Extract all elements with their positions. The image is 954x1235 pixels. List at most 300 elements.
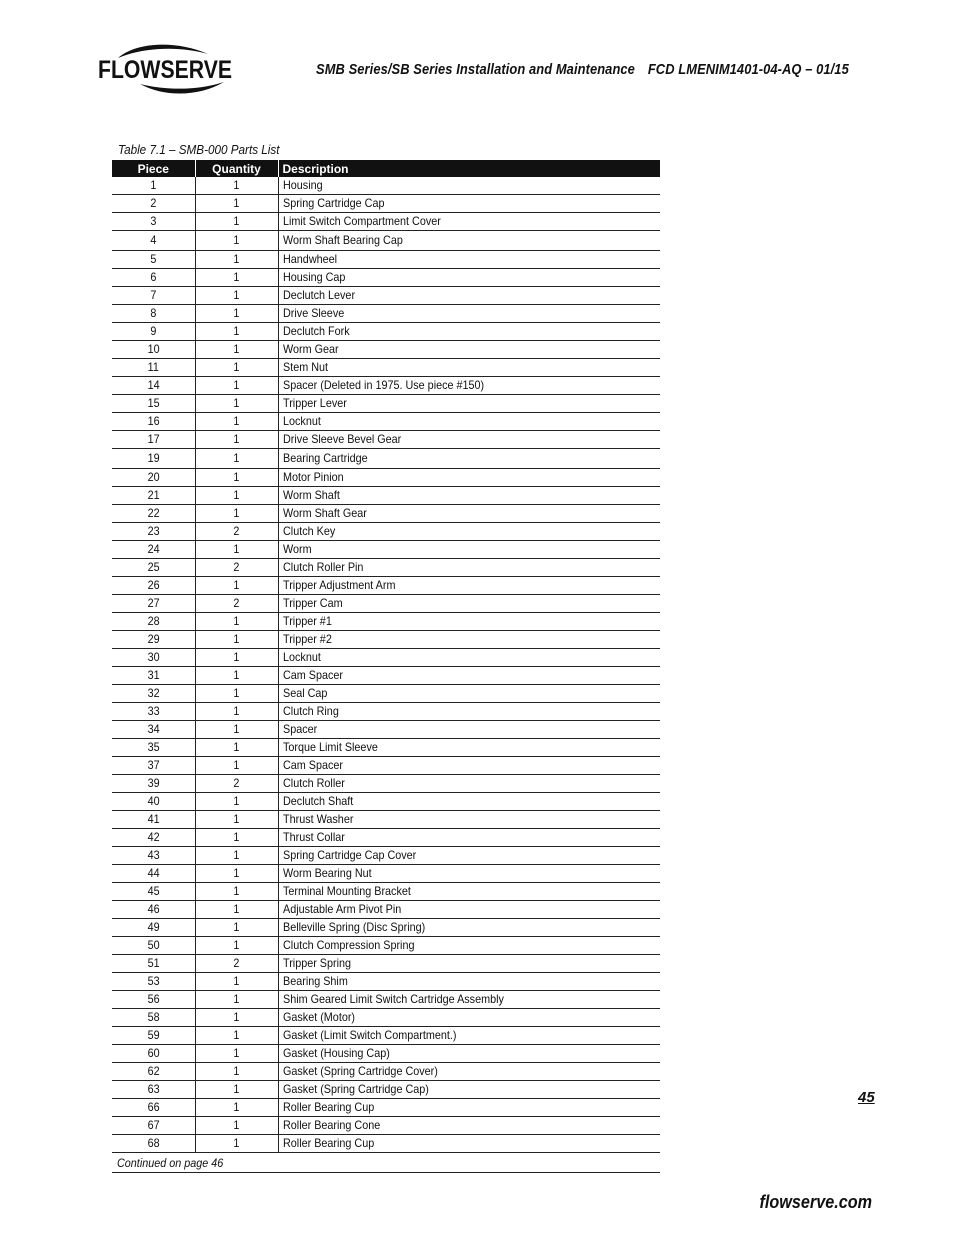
description-cell <box>278 703 660 721</box>
description-cell-text: Tripper #2 <box>282 632 332 646</box>
table-row <box>112 775 660 793</box>
description-cell-text: Declutch Shaft <box>282 794 353 808</box>
piece-cell-text: 49 <box>147 920 160 934</box>
description-cell-text: Worm Shaft Bearing Cap <box>282 233 403 247</box>
table-row <box>112 721 660 739</box>
piece-cell <box>112 721 195 739</box>
quantity-cell-text: 1 <box>233 378 240 392</box>
piece-cell-text: 39 <box>147 776 160 790</box>
table-row <box>112 251 660 269</box>
quantity-cell <box>195 213 278 231</box>
quantity-cell <box>195 413 278 431</box>
description-cell <box>278 1099 660 1117</box>
piece-cell <box>112 1135 195 1153</box>
description-cell <box>278 487 660 505</box>
piece-cell <box>112 413 195 431</box>
description-cell <box>278 883 660 901</box>
quantity-cell <box>195 847 278 865</box>
quantity-cell <box>195 449 278 469</box>
table-row <box>112 1099 660 1117</box>
description-cell <box>278 937 660 955</box>
description-cell <box>278 231 660 251</box>
quantity-cell <box>195 667 278 685</box>
piece-cell <box>112 1027 195 1045</box>
description-cell-text: Worm Shaft <box>282 488 340 502</box>
piece-cell <box>112 577 195 595</box>
quantity-cell-text: 1 <box>233 848 240 862</box>
piece-cell <box>112 937 195 955</box>
quantity-cell-text: 1 <box>233 432 240 446</box>
description-cell <box>278 991 660 1009</box>
table-row <box>112 469 660 487</box>
table-row <box>112 305 660 323</box>
piece-cell-text: 30 <box>147 650 160 664</box>
piece-cell <box>112 631 195 649</box>
quantity-cell-text: 2 <box>233 524 240 538</box>
piece-cell-text: 66 <box>147 1100 160 1114</box>
piece-cell-text: 29 <box>147 632 160 646</box>
quantity-cell <box>195 487 278 505</box>
description-cell-text: Limit Switch Compartment Cover <box>282 214 441 228</box>
description-cell-text: Gasket (Housing Cap) <box>282 1046 390 1060</box>
description-cell-text: Gasket (Spring Cartridge Cover) <box>282 1064 438 1078</box>
quantity-cell-text: 1 <box>233 1028 240 1042</box>
column-header-piece: Piece <box>112 160 195 177</box>
quantity-cell <box>195 721 278 739</box>
table-row <box>112 413 660 431</box>
description-cell-text: Tripper Cam <box>282 596 343 610</box>
piece-cell <box>112 865 195 883</box>
piece-cell-text: 4 <box>150 233 157 247</box>
quantity-cell <box>195 1045 278 1063</box>
description-cell <box>278 287 660 305</box>
table-row <box>112 395 660 413</box>
table-row <box>112 523 660 541</box>
table-row <box>112 829 660 847</box>
table-row <box>112 631 660 649</box>
description-cell-text: Thrust Collar <box>282 830 345 844</box>
quantity-cell-text: 1 <box>233 704 240 718</box>
description-cell <box>278 901 660 919</box>
continued-text: Continued on page 46 <box>117 1156 224 1170</box>
quantity-cell <box>195 523 278 541</box>
quantity-cell <box>195 251 278 269</box>
piece-cell <box>112 703 195 721</box>
description-cell <box>278 1117 660 1135</box>
piece-cell <box>112 541 195 559</box>
table-row <box>112 341 660 359</box>
flowserve-logo-mark <box>96 40 236 96</box>
description-cell-text: Clutch Key <box>282 524 335 538</box>
quantity-cell <box>195 577 278 595</box>
table-row <box>112 955 660 973</box>
quantity-cell-text: 1 <box>233 324 240 338</box>
table-row <box>112 577 660 595</box>
description-cell-text: Terminal Mounting Bracket <box>282 884 411 898</box>
quantity-cell-text: 1 <box>233 614 240 628</box>
quantity-cell-text: 1 <box>233 178 240 192</box>
description-cell <box>278 177 660 195</box>
description-cell <box>278 1081 660 1099</box>
piece-cell <box>112 649 195 667</box>
quantity-cell <box>195 269 278 287</box>
quantity-cell <box>195 541 278 559</box>
quantity-cell <box>195 883 278 901</box>
table-row <box>112 757 660 775</box>
table-row <box>112 359 660 377</box>
piece-cell <box>112 195 195 213</box>
description-cell <box>278 919 660 937</box>
quantity-cell <box>195 305 278 323</box>
table-row <box>112 231 660 251</box>
description-cell <box>278 413 660 431</box>
description-cell <box>278 541 660 559</box>
description-cell <box>278 667 660 685</box>
piece-cell <box>112 811 195 829</box>
quantity-cell <box>195 937 278 955</box>
piece-cell <box>112 177 195 195</box>
quantity-cell <box>195 757 278 775</box>
description-cell-text: Tripper Adjustment Arm <box>282 578 395 592</box>
description-cell-text: Locknut <box>282 650 321 664</box>
quantity-cell-text: 1 <box>233 233 240 247</box>
piece-cell-text: 46 <box>147 902 160 916</box>
piece-cell-text: 3 <box>150 214 157 228</box>
description-cell-text: Roller Bearing Cone <box>282 1118 380 1132</box>
description-cell <box>278 1027 660 1045</box>
piece-cell <box>112 1099 195 1117</box>
table-row <box>112 901 660 919</box>
piece-cell-text: 25 <box>147 560 160 574</box>
description-cell-text: Bearing Cartridge <box>282 451 368 465</box>
quantity-cell <box>195 685 278 703</box>
quantity-cell <box>195 559 278 577</box>
description-cell <box>278 431 660 449</box>
piece-cell-text: 63 <box>147 1082 160 1096</box>
piece-cell <box>112 685 195 703</box>
quantity-cell-text: 1 <box>233 414 240 428</box>
description-cell-text: Clutch Roller <box>282 776 345 790</box>
quantity-cell <box>195 649 278 667</box>
piece-cell-text: 17 <box>147 432 160 446</box>
quantity-cell-text: 1 <box>233 1010 240 1024</box>
quantity-cell-text: 1 <box>233 992 240 1006</box>
quantity-cell-text: 1 <box>233 506 240 520</box>
quantity-cell <box>195 775 278 793</box>
description-cell <box>278 793 660 811</box>
piece-cell-text: 50 <box>147 938 160 952</box>
description-cell <box>278 213 660 231</box>
description-cell-text: Spring Cartridge Cap <box>282 196 384 210</box>
description-cell <box>278 305 660 323</box>
description-cell-text: Motor Pinion <box>282 470 344 484</box>
quantity-cell <box>195 469 278 487</box>
description-cell-text: Spacer <box>282 722 317 736</box>
description-cell-text: Housing Cap <box>282 270 345 284</box>
quantity-cell-text: 1 <box>233 812 240 826</box>
table-row <box>112 703 660 721</box>
description-cell-text: Spring Cartridge Cap Cover <box>282 848 416 862</box>
table-row <box>112 269 660 287</box>
table-row <box>112 323 660 341</box>
piece-cell-text: 14 <box>147 378 160 392</box>
table-row <box>112 649 660 667</box>
piece-cell-text: 40 <box>147 794 160 808</box>
table-header-row <box>112 160 660 177</box>
parts-table-body <box>112 177 660 1153</box>
table-row <box>112 613 660 631</box>
quantity-cell <box>195 359 278 377</box>
description-cell-text: Worm <box>282 542 312 556</box>
piece-cell <box>112 359 195 377</box>
description-cell-text: Drive Sleeve <box>282 306 344 320</box>
piece-cell <box>112 523 195 541</box>
quantity-cell <box>195 1027 278 1045</box>
description-cell <box>278 505 660 523</box>
quantity-cell-text: 1 <box>233 686 240 700</box>
quantity-cell-text: 1 <box>233 252 240 266</box>
piece-cell <box>112 919 195 937</box>
description-cell <box>278 469 660 487</box>
table-caption: Table 7.1 – SMB-000 Parts List <box>118 142 280 157</box>
description-cell <box>278 195 660 213</box>
description-cell-text: Spacer (Deleted in 1975. Use piece #150) <box>282 378 484 392</box>
quantity-cell <box>195 177 278 195</box>
piece-cell <box>112 595 195 613</box>
piece-cell <box>112 231 195 251</box>
piece-cell <box>112 739 195 757</box>
description-cell-text: Worm Gear <box>282 342 339 356</box>
description-cell-text: Declutch Fork <box>282 324 350 338</box>
quantity-cell-text: 1 <box>233 722 240 736</box>
description-cell <box>278 523 660 541</box>
piece-cell <box>112 395 195 413</box>
piece-cell <box>112 251 195 269</box>
piece-cell <box>112 775 195 793</box>
description-cell-text: Stem Nut <box>282 360 328 374</box>
description-cell <box>278 757 660 775</box>
table-row <box>112 937 660 955</box>
piece-cell-text: 22 <box>147 506 160 520</box>
piece-cell <box>112 449 195 469</box>
piece-cell-text: 34 <box>147 722 160 736</box>
description-cell-text: Tripper #1 <box>282 614 332 628</box>
column-header-quantity: Quantity <box>195 160 278 177</box>
description-cell-text: Clutch Roller Pin <box>282 560 363 574</box>
piece-cell-text: 37 <box>147 758 160 772</box>
quantity-cell-text: 1 <box>233 1136 240 1150</box>
piece-cell <box>112 487 195 505</box>
table-row <box>112 973 660 991</box>
piece-cell-text: 27 <box>147 596 160 610</box>
piece-cell <box>112 973 195 991</box>
quantity-cell <box>195 901 278 919</box>
table-row <box>112 1063 660 1081</box>
description-cell-text: Housing <box>282 178 323 192</box>
piece-cell-text: 20 <box>147 470 160 484</box>
description-cell-text: Adjustable Arm Pivot Pin <box>282 902 401 916</box>
quantity-cell-text: 1 <box>233 270 240 284</box>
quantity-cell-text: 1 <box>233 830 240 844</box>
quantity-cell <box>195 323 278 341</box>
description-cell <box>278 1135 660 1153</box>
piece-cell-text: 11 <box>147 360 159 374</box>
description-cell <box>278 613 660 631</box>
table-row <box>112 1135 660 1153</box>
quantity-cell-text: 1 <box>233 488 240 502</box>
description-cell <box>278 395 660 413</box>
piece-cell-text: 35 <box>147 740 160 754</box>
piece-cell-text: 5 <box>150 252 157 266</box>
description-cell-text: Clutch Ring <box>282 704 339 718</box>
quantity-cell-text: 2 <box>233 776 240 790</box>
table-row <box>112 213 660 231</box>
piece-cell <box>112 991 195 1009</box>
piece-cell <box>112 613 195 631</box>
quantity-cell-text: 1 <box>233 938 240 952</box>
quantity-cell-text: 1 <box>233 650 240 664</box>
description-cell-text: Handwheel <box>282 252 337 266</box>
quantity-cell <box>195 231 278 251</box>
piece-cell-text: 67 <box>147 1118 160 1132</box>
description-cell <box>278 1009 660 1027</box>
quantity-cell <box>195 865 278 883</box>
piece-cell <box>112 287 195 305</box>
table-row <box>112 991 660 1009</box>
table-row <box>112 595 660 613</box>
piece-cell <box>112 469 195 487</box>
quantity-cell <box>195 595 278 613</box>
piece-cell <box>112 213 195 231</box>
quantity-cell <box>195 631 278 649</box>
quantity-cell-text: 1 <box>233 1082 240 1096</box>
piece-cell-text: 43 <box>147 848 160 862</box>
description-cell-text: Gasket (Limit Switch Compartment.) <box>282 1028 456 1042</box>
piece-cell-text: 8 <box>150 306 157 320</box>
table-row <box>112 541 660 559</box>
quantity-cell <box>195 377 278 395</box>
description-cell-text: Declutch Lever <box>282 288 355 302</box>
description-cell-text: Tripper Lever <box>282 396 347 410</box>
quantity-cell <box>195 991 278 1009</box>
description-cell <box>278 685 660 703</box>
description-cell <box>278 577 660 595</box>
description-cell <box>278 1063 660 1081</box>
piece-cell <box>112 505 195 523</box>
quantity-cell <box>195 505 278 523</box>
piece-cell <box>112 269 195 287</box>
series-title: SMB Series/SB Series Installation and Maintenance <box>316 61 635 78</box>
piece-cell <box>112 1009 195 1027</box>
piece-cell <box>112 955 195 973</box>
piece-cell <box>112 1117 195 1135</box>
quantity-cell-text: 1 <box>233 342 240 356</box>
quantity-cell <box>195 195 278 213</box>
description-cell <box>278 847 660 865</box>
piece-cell-text: 59 <box>147 1028 160 1042</box>
quantity-cell <box>195 1063 278 1081</box>
description-cell-text: Locknut <box>282 414 321 428</box>
description-cell-text: Belleville Spring (Disc Spring) <box>282 920 425 934</box>
description-cell-text: Gasket (Spring Cartridge Cap) <box>282 1082 429 1096</box>
quantity-cell-text: 1 <box>233 306 240 320</box>
piece-cell <box>112 431 195 449</box>
description-cell <box>278 649 660 667</box>
quantity-cell-text: 1 <box>233 542 240 556</box>
description-cell <box>278 775 660 793</box>
description-cell-text: Cam Spacer <box>282 758 343 772</box>
quantity-cell-text: 1 <box>233 794 240 808</box>
quantity-cell-text: 1 <box>233 884 240 898</box>
table-row <box>112 487 660 505</box>
logo-wordmark: FLOWSERVE <box>98 56 232 84</box>
parts-list-table <box>112 160 660 1153</box>
quantity-cell <box>195 431 278 449</box>
table-row <box>112 505 660 523</box>
description-cell-text: Gasket (Motor) <box>282 1010 355 1024</box>
quantity-cell-text: 1 <box>233 360 240 374</box>
fcd-code: FCD LMENIM1401-04-AQ – 01/15 <box>647 61 849 78</box>
piece-cell <box>112 901 195 919</box>
quantity-cell <box>195 811 278 829</box>
quantity-cell-text: 1 <box>233 451 240 465</box>
table-row <box>112 739 660 757</box>
description-cell-text: Shim Geared Limit Switch Cartridge Assembly <box>282 992 504 1006</box>
description-cell <box>278 721 660 739</box>
quantity-cell-text: 1 <box>233 196 240 210</box>
piece-cell <box>112 883 195 901</box>
page-number: 45 <box>858 1089 875 1106</box>
table-row <box>112 667 660 685</box>
description-cell-text: Worm Shaft Gear <box>282 506 367 520</box>
table-row <box>112 377 660 395</box>
piece-cell <box>112 1045 195 1063</box>
quantity-cell-text: 2 <box>233 596 240 610</box>
piece-cell-text: 6 <box>150 270 157 284</box>
table-row <box>112 865 660 883</box>
piece-cell <box>112 757 195 775</box>
description-cell-text: Seal Cap <box>282 686 327 700</box>
table-row <box>112 1081 660 1099</box>
piece-cell <box>112 667 195 685</box>
piece-cell-text: 10 <box>147 342 160 356</box>
piece-cell-text: 62 <box>147 1064 160 1078</box>
quantity-cell-text: 1 <box>233 470 240 484</box>
quantity-cell <box>195 1009 278 1027</box>
quantity-cell-text: 1 <box>233 632 240 646</box>
piece-cell-text: 9 <box>150 324 157 338</box>
piece-cell <box>112 847 195 865</box>
quantity-cell <box>195 1081 278 1099</box>
quantity-cell <box>195 793 278 811</box>
quantity-cell <box>195 395 278 413</box>
piece-cell-text: 68 <box>147 1136 160 1150</box>
description-cell-text: Bearing Shim <box>282 974 348 988</box>
piece-cell-text: 2 <box>150 196 157 210</box>
document-header <box>316 61 849 78</box>
piece-cell-text: 53 <box>147 974 160 988</box>
quantity-cell-text: 2 <box>233 956 240 970</box>
description-cell <box>278 449 660 469</box>
description-cell <box>278 251 660 269</box>
table-row <box>112 1009 660 1027</box>
piece-cell-text: 56 <box>147 992 160 1006</box>
piece-cell-text: 26 <box>147 578 160 592</box>
description-cell <box>278 955 660 973</box>
table-row <box>112 195 660 213</box>
quantity-cell <box>195 613 278 631</box>
piece-cell-text: 33 <box>147 704 160 718</box>
